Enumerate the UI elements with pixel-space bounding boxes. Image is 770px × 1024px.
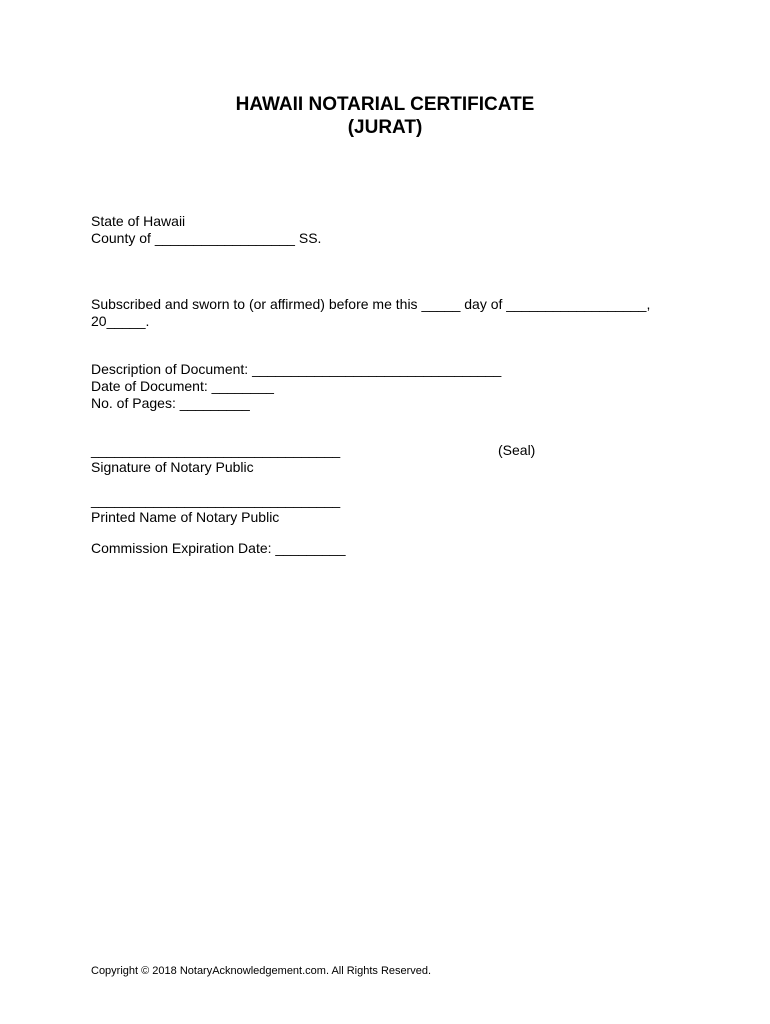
state-line: State of Hawaii <box>91 213 186 229</box>
date-of-document: Date of Document: ________ <box>91 378 274 394</box>
printed-name-label: Printed Name of Notary Public <box>91 509 280 525</box>
copyright-footer: Copyright © 2018 NotaryAcknowledgement.com. All Rights Reserved. <box>91 965 432 977</box>
title-line-2: (JURAT) <box>347 117 423 138</box>
number-of-pages: No. of Pages: _________ <box>91 395 250 411</box>
title-line-1: HAWAII NOTARIAL CERTIFICATE <box>235 94 535 115</box>
signature-line: ________________________________ <box>91 442 341 458</box>
document-title <box>0 93 770 139</box>
county-line: County of __________________ SS. <box>91 230 322 246</box>
seal-label: (Seal) <box>498 442 536 458</box>
description-of-document: Description of Document: ________________________________ <box>91 361 502 377</box>
sworn-statement-line-1: Subscribed and sworn to (or affirmed) before me this _____ day of __________________, <box>91 296 651 312</box>
sworn-statement-line-2: 20_____. <box>91 313 150 329</box>
signature-label: Signature of Notary Public <box>91 459 254 475</box>
commission-expiration: Commission Expiration Date: _________ <box>91 540 346 556</box>
printed-name-line: ________________________________ <box>91 492 341 508</box>
